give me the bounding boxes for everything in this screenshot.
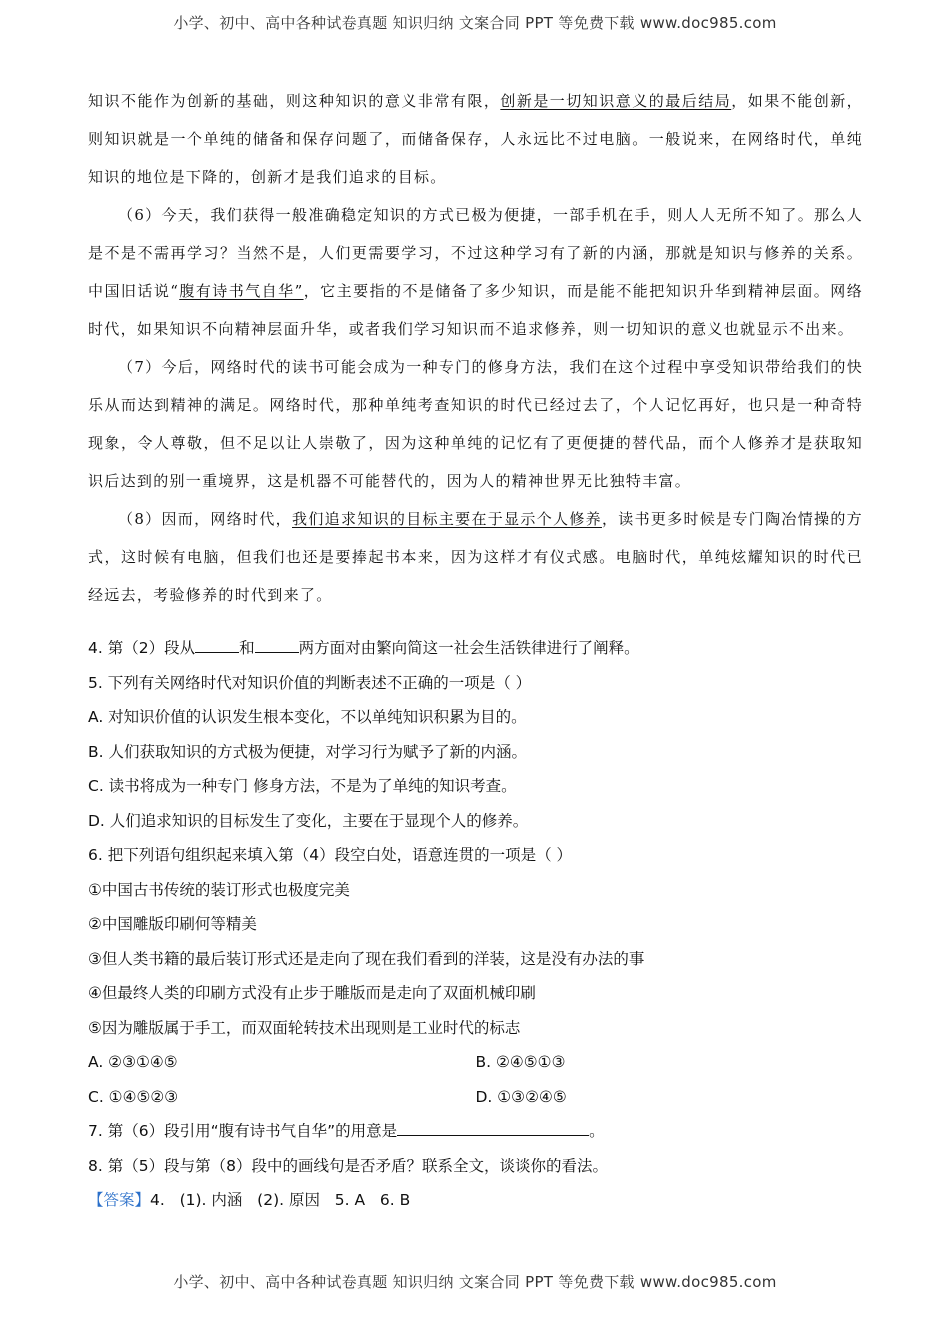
options-row xyxy=(88,1045,863,1080)
option-b: B. ②④⑤①③ xyxy=(475,1053,566,1071)
page-footer: 小学、初中、高中各种试卷真题 知识归纳 文案合同 PPT 等免费下载 www.doc985.com xyxy=(173,1273,777,1291)
paragraph-7: （7）今后，网络时代的读书可能会成为一种专门的修身方法，我们在这个过程中享受知识带给我们的快乐从而达到精神的满足。网络时代，那种单纯考查知识的时代已经过去了，个人记忆再好，也只是一种奇特现象，令人尊敬，但不足以让人崇敬了，因为这种单纯的记忆有了更便捷的替代品，而个人修养才是获取知识后达到的别一重境界，这是机器不可能替代的，因为人的精神世界无比独特丰富。 xyxy=(88,358,863,490)
option-d: D. 人们追求知识的目标发生了变化，主要在于显现个人的修养。 xyxy=(88,811,529,830)
answer-blank[interactable] xyxy=(255,634,299,653)
question-4: 4. 第（2）段从 和 两方面对由繁向简这一社会生活铁律进行了阐释。 xyxy=(88,631,863,666)
page-header: 小学、初中、高中各种试卷真题 知识归纳 文案合同 PPT 等免费下载 www.doc985.com xyxy=(173,14,777,32)
option-b: B. 人们获取知识的方式极为便捷，对学习行为赋予了新的内涵。 xyxy=(88,742,527,761)
underlined-sentence-5: 创新是一切知识意义的最后结局 xyxy=(500,92,732,110)
option-c: C. 读书将成为一种专门 修身方法，不是为了单纯的知识考查。 xyxy=(88,777,517,795)
paragraph-5-continued: 知识不能作为创新的基础，则这种知识的意义非常有限，创新是一切知识意义的最后结局，如果不能创新，则知识就是一个单纯的储备和保存问题了，而储备保存，人永远比不过电脑。一般说来，在网络时代，单纯知识的地位是下降的，创新才是我们追求的目标。 xyxy=(88,92,863,186)
sentence-item: ①中国古书传统的装订形式也极度完美 xyxy=(88,880,350,899)
underlined-sentence-8: 我们追求知识的目标主要在于显示个人修养 xyxy=(292,510,602,528)
answer-text: 4. (1). 内涵 (2). 原因 5. A 6. B xyxy=(150,1191,411,1209)
option-d: D. ①③②④⑤ xyxy=(475,1087,567,1106)
question-8: 8. 第（5）段与第（8）段中的画线句是否矛盾？联系全文，谈谈你的看法。 xyxy=(88,1156,608,1175)
answer-blank[interactable] xyxy=(195,634,239,653)
sentence-item: ②中国雕版印刷何等精美 xyxy=(88,915,257,933)
option-a: A. ②③①④⑤ xyxy=(88,1053,178,1071)
answer-line xyxy=(88,1183,863,1218)
answer-tag: 【答案】 xyxy=(88,1191,151,1209)
question-section xyxy=(88,631,863,1218)
option-c: C. ①④⑤②③ xyxy=(88,1087,179,1106)
answer-blank[interactable] xyxy=(397,1117,589,1136)
reading-passage xyxy=(88,82,863,614)
question-6: 6. 把下列语句组织起来填入第（4）段空白处，语意连贯的一项是（ ） xyxy=(88,846,573,864)
underlined-quote-6: 腹有诗书气自华” xyxy=(179,282,304,300)
question-7: 7. 第（6）段引用“腹有诗书气自华”的用意是 。 xyxy=(88,1114,863,1149)
question-5: 5. 下列有关网络时代对知识价值的判断表述不正确的一项是（ ） xyxy=(88,673,532,692)
sentence-item: ③但人类书籍的最后装订形式还是走向了现在我们看到的洋装，这是没有办法的事 xyxy=(88,949,645,968)
options-row xyxy=(88,1080,863,1115)
sentence-item: ⑤因为雕版属于手工，而双面轮转技术出现则是工业时代的标志 xyxy=(88,1018,521,1037)
option-a: A. 对知识价值的认识发生根本变化，不以单纯知识积累为目的。 xyxy=(88,708,527,726)
paragraph-6: （6）今天，我们获得一般准确稳定知识的方式已极为便捷，一部手机在手，则人人无所不知了。那么人是不是不需再学习？当然不是，人们更需要学习，不过这种学习有了新的内涵，那就是知识与修养的关系。中国旧话说“腹有诗书气自华”，它主要指的不是储备了多少知识，而是能不能把知识升华到精神层面。网络时代，如果知识不向精神层面升华，或者我们学习知识而不追求修养，则一切知识的意义也就显示不出来。 xyxy=(88,206,863,338)
paragraph-8: （8）因而，网络时代，我们追求知识的目标主要在于显示个人修养，读书更多时候是专门陶冶情操的方式，这时候有电脑，但我们也还是要捧起书本来，因为这样才有仪式感。电脑时代，单纯炫耀知识的时代已经远去，考验修养的时代到来了。 xyxy=(88,510,863,604)
sentence-item: ④但最终人类的印刷方式没有止步于雕版而是走向了双面机械印刷 xyxy=(88,984,536,1002)
